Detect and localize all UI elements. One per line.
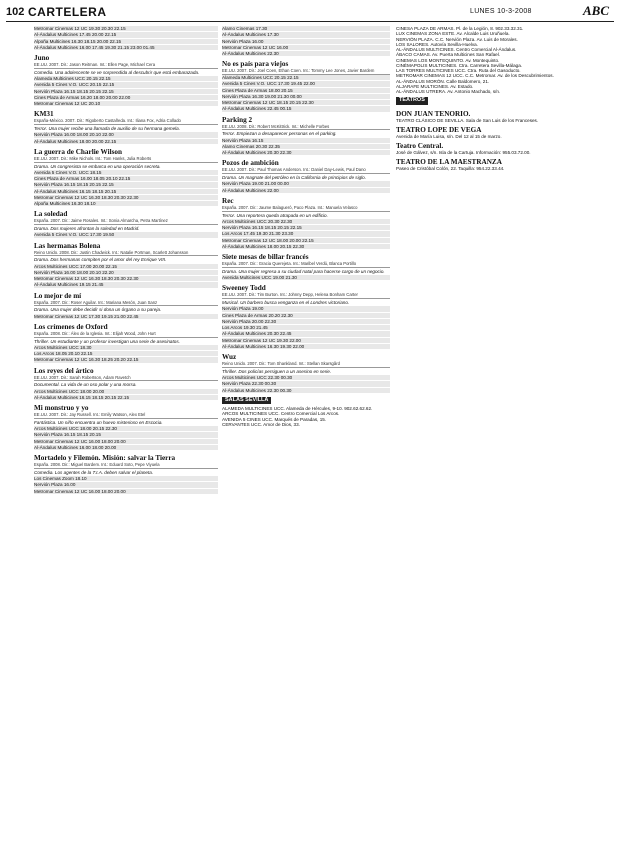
showtime-row: Al-Ándalus Multicines 20.30 22.45 [222,331,390,337]
film-credits: Reino Unido. 2007. Dir.: Tom Shankland. Int.: Stellan Skarsgård [222,361,390,368]
theater-info: TEATRO CLÁSICO DE SEVILLA. Sala de San Luis de los Franceses. [396,117,539,123]
showtime-row: Al-Ándalus Multicines 18.00 20.00 22.15 [34,139,218,145]
cinema-listing: NERVIÓN PLAZA. C.C. Nervión Plaza. Av. Luis de Morales. [396,36,518,42]
showtime-row: Alamo Cinemas 17.30 [222,26,390,32]
column-2 [222,26,390,427]
film-synopsis: Drama. Dos mujeres afrontan la soledad en Madrid. [34,226,140,231]
film-title: Juno [34,54,50,62]
film-entry [34,148,218,208]
theater-title: TEATRO LOPE DE VEGA [396,125,482,134]
film-credits: EE.UU. 2007. Dir.: Jay Russell. Int.: Emily Watson, Alex Etel [34,412,218,419]
theater-title: Teatro Central. [396,142,444,150]
column-3 [396,26,614,172]
film-credits: EE.UU. 2007. Dir.: Joel Coen, Ethan Coen. Int.: Tommy Lee Jones, Javier Bardem [222,68,390,75]
film-title: Mi monstruo y yo [34,404,89,412]
showtime-row: Metromar Cinemas 12 UC 16.30 18.30 20.30 22.30 [34,276,218,282]
showtime-row: Alameda Multicines UCC 20.15 22.15 [34,76,218,82]
film-entry [34,454,218,495]
showtime-row: Metromar Cinemas 12 UC 16.00 18.00 20.00 [34,439,218,445]
showtime-row: Al-Ándalus Multicines 16.15 18.15 20.15 [34,189,218,195]
showtime-row: Metromar Cinemas 12 UC 20.10 [34,101,218,107]
showtime-row: Cines Plaza de Armas 18.00 20.15 [222,88,390,94]
film-synopsis: Fantástica. Un niño encuentra un huevo misterioso en Escocia. [34,419,163,425]
section-title: CARTELERA [28,5,107,19]
film-credits: Reino Unido. 2008. Dir.: Justin Chadwick. Int.: Natalie Portman, Scarlett Johansson [34,250,218,257]
showtime-row: Al-Ándalus Multicines 17.30 [222,32,390,38]
theater-title: DON JUAN TENORIO. [396,109,471,118]
showtime-row: Metromar Cinemas 12 UC 16.00 18.00 20.00 [34,489,218,495]
showtime-row: Metromar Cinemas 12 UC 16.30 18.30 20.30 22.30 [34,195,218,201]
film-entry [222,284,390,350]
showtime-row: Nervión Plaza 16.00 18.00 20.10 22.00 [34,132,218,138]
film-synopsis: Musical. Un barbero busca venganza en el Londres victoriano. [222,300,350,305]
cinema-listing: AVENIDA 5 CINES UCC. Marqués de Paradas, 15. [222,416,327,422]
showtime-row: Nervión Plaza 19.00 [222,306,390,312]
showtime-row: Arcos Multicines UCC 18.00 20.15 22.30 [34,426,218,432]
showtime-row: Avenida 5 Cines V.O. UCC 20.15 22.15 [34,82,218,88]
showtime-row: Cines Plaza de Armas 16.20 18.00 20.00 22.00 [34,95,218,101]
showtime-row: Alpoña Multicines 16.30 18.15 20.00 22.15 [34,39,218,45]
film-credits: EE.UU. 2007. Dir.: Jason Reitman. Int.: Ellen Page, Michael Cera [34,62,218,69]
theater-entry [396,142,614,155]
showtime-row: Los Arcos 18.05 20.10 22.15 [34,351,218,357]
film-title: Wuz [222,353,237,361]
film-title: Lo mejor de mí [34,291,82,300]
showtime-row: Avenida 5 Cines V.O. UCC 18.15 [34,170,218,176]
film-credits: España. 2007. Dir.: Roser Aguilar. Int.: Mariana Mesón, Juan Sanz [34,300,218,307]
showtime-row: Arcos Multicines UCC 17.00 20.00 22.15 [34,264,218,270]
showtime-row: Metromar Cinemas 12 UC 18.15 20.15 22.30 [222,100,390,106]
showtime-row: Nervión Plaza 16.30 19.00 21.30 00.00 [222,94,390,100]
film-title: Rec [222,196,234,205]
film-credits: EE.UU. 2007. Dir.: Mike Nichols. Int.: Tom Hanks, Julia Roberts [34,156,218,163]
showtime-row: Nervión Plaza 16.15 18.15 20.15 [34,432,218,438]
film-credits: España. 2007. Dir.: Jaume Balagueró, Paco Plaza. Int.: Manuela Velasco [222,205,390,212]
film-synopsis: Terror. Empiezan a desaparecer personas en el parking. [222,131,337,137]
theater-info: José de Gálvez, s/n. Isla de la Cartuja. Información: 955.03.72.00. [396,150,531,155]
theater-info: Paseo de Cristóbal Colón, 22. Taquilla: 954.22.33.44. [396,166,505,172]
cinema-listing: LAS TORRES MULTICINES UCC. Ctra. Ruta del Gasoducto. [396,68,521,73]
film-title: Mortadelo y Filemón. Misión: salvar la Tierra [34,454,176,462]
film-entry [222,60,390,112]
showtime-row: Alamo Cinemas 20.30 22.35 [222,144,390,150]
film-entry [34,110,218,145]
cinema-listing: ÁBACO CAMAS. Av. Puerta Multicines San Rafael. [396,52,500,58]
showtime-row: Al-Ándalus Multicines 16.15 18.15 20.15 22.15 [34,395,218,401]
cinema-listing: AL-ÁNDALUS UTRERA. Av. Antonio Machado, s/n. [396,89,501,94]
cinema-listing: ALJARAFE MULTICINES. Av. Estado. [396,83,474,89]
film-entry [34,242,218,289]
film-synopsis: Terror. Una mujer recibe una llamada de auxilio de su hermana gemela. [34,126,180,131]
cinema-listing: LOS SALORES. Autovía Sevilla-Huelva. [396,41,478,47]
page-number: 102 [6,6,25,18]
film-synopsis: Drama. Dos hermanas compiten por el amor del rey Enrique VIII. [34,257,167,263]
film-entry [222,197,390,250]
theater-entry [396,126,614,139]
showtime-row: Los Arcos 17.45 19.30 21.30 23.30 [222,231,390,237]
film-title: La soledad [34,210,68,219]
cinema-listing: AL-ÁNDALUS MORÓN. Calle Baldomero, 21. [396,78,490,84]
film-credits: España. 2008. Dir.: Álex de la Iglesia. Int.: Elijah Wood, John Hurt [34,331,218,338]
film-entry [34,367,218,402]
film-credits: EE.UU. 2008. Dir.: Robert McKittrick. Int.: Michelle Forbes [222,124,390,131]
film-entry [222,116,390,157]
theater-title: TEATRO DE LA MAESTRANZA [396,158,502,167]
film-title: Sweeney Todd [222,284,266,293]
showtime-row: Al-Ándalus Multicines 22.45 00.15 [222,106,390,112]
film-entry [222,353,390,394]
film-synopsis: Comedia. Los agentes de la T.I.A. deben salvar el planeta. [34,469,154,475]
showtime-row: Al-Ándalus Multicines 22.00 [222,188,390,194]
showtime-row: Alpoña Multicines 16.30 18.10 [34,201,218,207]
film-title: Pozos de ambición [222,159,279,168]
showtime-row: Metromar Cinemas 12 UC 19.30 20.30 22.15 [34,26,218,32]
showtime-row: Nervión Plaza 19.00 21.00 00.00 [222,181,390,187]
showtime-row: Metromar Cinemas 12 UC 17.30 19.15 21.00 22.45 [34,314,218,320]
showtime-row: Alameda Multicines UCC 20.15 22.15 [222,75,390,81]
cinema-listing: AL-ÁNDALUS MULTICINES. Centro Comercial Al-Ándalus. [396,47,517,52]
cinema-listing: LUX CINEMAS ZONA ESTE. Av. Alcalde Luis Uruñuela. [396,31,510,37]
showtime-row: Nervión Plaza 16.15 18.15 20.15 22.15 [34,89,218,95]
film-entry [34,54,218,107]
showtime-row: Al-Ándalus Multicines 16.00 17.45 19.30 21.15 23.00 01.45 [34,45,218,51]
film-entry [34,210,218,238]
film-title: Los reyes del ártico [34,366,94,375]
showtime-row: Los Cinemas Zoom 18.10 [34,476,218,482]
cinema-listing: ARCOS MULTICINES UCC. Centro Comercial Los Arcos. [222,411,340,417]
showtime-row: Al-Ándalus Multicines 16.00 18.00 20.00 [34,445,218,451]
showtime-row: Al-Ándalus Multicines 19.15 21.45 [34,282,218,288]
film-synopsis: Comedia. Una adolescente se ve sorprendida al descubrir que está embarazada. [34,69,200,75]
film-synopsis: Documental. La vida de un oso polar y una morsa. [34,382,137,388]
page-header [0,0,620,24]
showtime-row: Nervión Plaza 16.15 18.15 20.15 22.15 [34,182,218,188]
film-entry [222,253,390,281]
film-title: KM31 [34,110,54,119]
cinema-listing: CINEMAS LOS MONTEQUINTO. Av. Montequinto. [396,57,500,63]
showtime-row: Al-Ándalus Multicines 17.45 20.00 22.15 [34,32,218,38]
cinema-listing: CINESA PLAZA DE ARMAS. Pl. de la Legión, 8. 902.33.32.31. [396,26,524,31]
teatros-header: TEATROS [396,97,428,104]
film-title: Siete mesas de billar francés [222,253,309,261]
showtime-row: Al-Ándalus Multicines 18.00 20.15 22.30 [222,244,390,250]
showtime-row: Al-Ándalus Multicines 16.30 19.30 22.00 [222,344,390,350]
showtime-row: Nervión Plaza 16.00 [34,482,218,488]
showtime-row: Avenida 5 Cines V.O. UCC 17.30 19.45 22.00 [222,81,390,87]
showtime-row: Nervión Plaza 16.00 [222,39,390,45]
film-title: La guerra de Charlie Wilson [34,147,122,156]
showtime-row: Arcos Multicines UCC 20.30 22.30 [222,219,390,225]
issue-date: LUNES 10-3-2008 [470,8,532,15]
film-synopsis: Drama. Un magnate del petróleo en la California de principios de siglo. [222,175,367,180]
showtime-row: Nervión Plaza 16.15 [222,138,390,144]
column-1 [34,26,218,495]
film-title: Parking 2 [222,115,253,124]
theater-entry [396,158,614,171]
film-title: Los crímenes de Oxford [34,322,108,331]
film-synopsis: Drama. Un congresista se embarca en una operación secreta. [34,163,161,169]
showtime-row: Al-Ándalus Multicines 22.30 [222,51,390,57]
showtime-row: Nervión Plaza 16.00 18.00 20.10 22.20 [34,270,218,276]
film-entry [34,404,218,451]
film-credits: EE.UU. 2007. Dir.: Tim Burton. Int.: Johnny Depp, Helena Bonham Carter [222,292,390,299]
film-synopsis: Thriller. Un estudiante y un profesor investigan una serie de asesinatos. [34,338,180,344]
film-title: No es país para viejos [222,60,289,69]
film-credits: España. 2008. Dir.: Miguel Bardem. Int.: Eduard Soto, Pepe Viyuela [34,462,218,469]
theater-entry [396,110,614,123]
film-entry [222,159,390,194]
film-synopsis: Drama. Una mujer regresa a su ciudad natal para hacerse cargo de un negocio. [222,268,385,274]
cinema-listing: METROMAR CINEMAS 12 UCC. C.C. Metromar. Av. de los Descubrimientos. [396,73,554,79]
film-credits: EE.UU. 2007. Dir.: Sarah Robertson, Adam Ravetch [34,375,218,382]
film-credits: EE.UU. 2007. Dir.: Paul Thomas Anderson. Int.: Daniel Day-Lewis, Paul Dano [222,167,390,174]
showtime-row: Metromar Cinemas 12 UC 19.30 22.00 [222,338,390,344]
film-synopsis: Drama. Una mujer debe decidir si dona un órgano a su pareja. [34,307,162,313]
newspaper-logo: ABC [583,3,610,18]
showtime-row: Avenida 5 Cines V.O. UCC 17.30 19.50 [34,232,218,238]
theater-info: Avenida de María Luisa, s/n. Del 12 al 15 de marzo. [396,133,502,139]
film-synopsis: Thriller. Dos policías persiguen a un asesino en serie. [222,368,332,374]
film-title: Las hermanas Bolena [34,241,101,250]
showtime-row: Arcos Multicines UCC 18.00 20.00 [34,389,218,395]
showtime-row: Al-Ándalus Multicines 22.30 00.30 [222,388,390,394]
showtime-row: Avenida Multicines UCC 19.00 21.30 [222,275,390,281]
film-credits: España. 2007. Dir.: Gracia Querejeta. Int.: Maribel Verdú, Blanca Portillo [222,261,390,268]
showtime-row: Arcos Multicines UCC 22.30 00.30 [222,375,390,381]
salas-header: SALAS SEVILLA [222,397,271,404]
cinema-listing: ALAMEDA MULTICINES UCC. Alameda de Hércules, 9-10. 902.62.62.62. [222,406,373,411]
showtime-row: Metromar Cinemas 12 UC 16.30 18.25 20.20 22.15 [34,357,218,363]
cinema-listing: CERVANTES UCC. Amor de Dios, 33. [222,421,300,427]
showtime-row: Metromar Cinemas 12 UC 18.00 20.00 22.15 [222,238,390,244]
showtime-row: Arcos Multicines UCC 18.30 [34,345,218,351]
showtime-row: Metromar Cinemas 12 UC 16.00 [222,45,390,51]
film-entry [34,323,218,364]
showtime-row: Cines Plaza de Armas 20.20 22.30 [222,313,390,319]
header-rule [6,21,614,22]
showtime-row: Al-Ándalus Multicines 20.30 22.30 [222,150,390,156]
showtime-row: Cines Plaza de Armas 16.00 18.05 20.10 22.15 [34,176,218,182]
film-credits: España-México. 2007. Dir.: Rigoberto Castañeda. Int.: Iliana Fox, Adria Collado [34,118,218,125]
showtime-row: Nervión Plaza 16.15 18.15 20.15 22.15 [222,225,390,231]
film-entry [34,292,218,320]
film-credits: España. 2007. Dir.: Jaime Rosales. Int.: Sonia Almarcha, Petra Martínez [34,218,218,225]
showtime-row: Nervión Plaza 22.30 00.30 [222,381,390,387]
film-synopsis: Terror. Una reportera queda atrapada en un edificio. [222,212,328,218]
showtime-row: Los Arcos 19.30 21.45 [222,325,390,331]
cinema-listing: CINÉMAPOLIS MULTICINES. Ctra. Carretera Sevilla-Málaga. [396,62,523,68]
showtime-row: Nervión Plaza 20.00 22.30 [222,319,390,325]
